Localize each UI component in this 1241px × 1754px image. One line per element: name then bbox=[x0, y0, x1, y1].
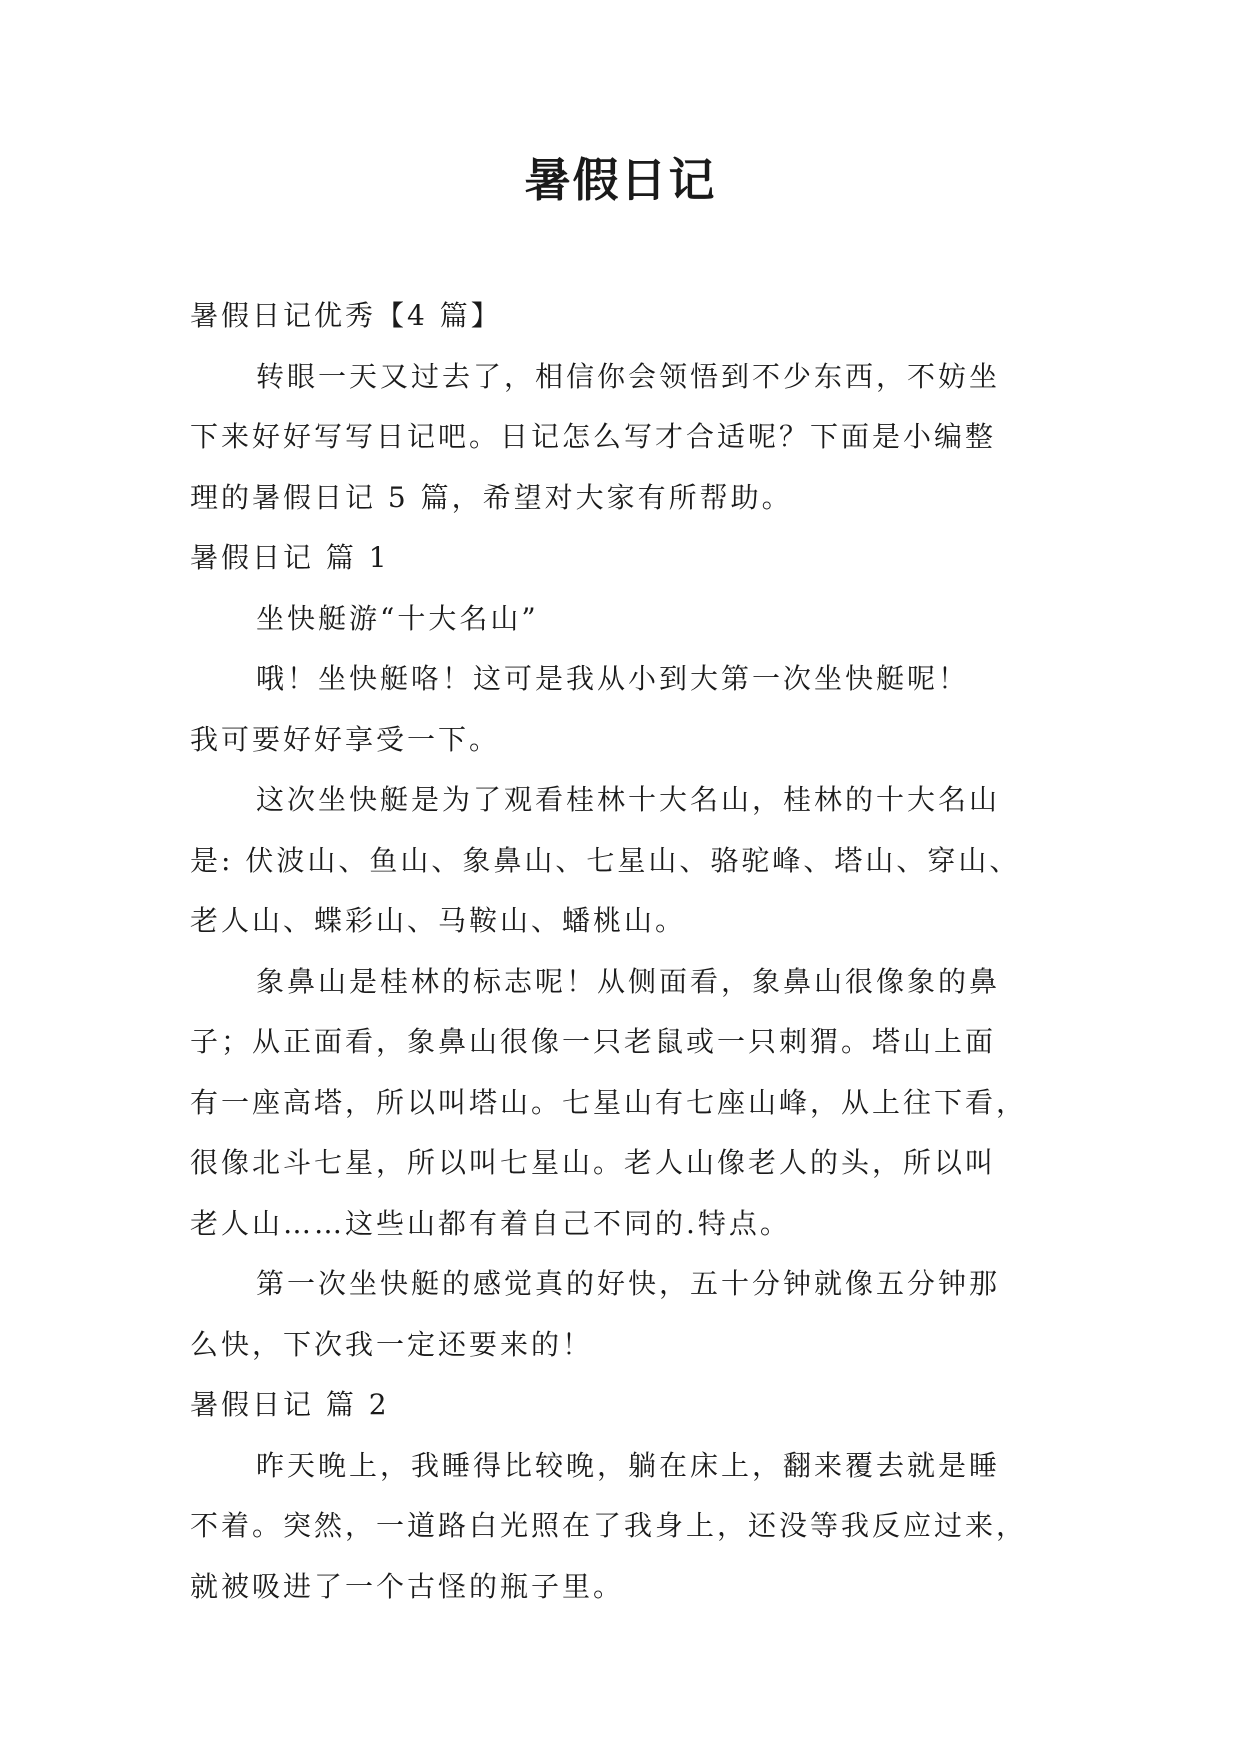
paragraph-line: 么快，下次我一定还要来的！ bbox=[190, 1327, 594, 1361]
section-heading: 暑假日记优秀【4 篇】 bbox=[190, 299, 502, 332]
paragraph-line: 我可要好好享受一下。 bbox=[190, 722, 501, 756]
paragraph-line: 第一次坐快艇的感觉真的好快，五十分钟就像五分钟那 bbox=[256, 1267, 1001, 1300]
paragraph-line: 转眼一天又过去了，相信你会领悟到不少东西，不妨坐 bbox=[256, 359, 1001, 393]
paragraph-line: 昨天晚上，我睡得比较晚，躺在床上，翻来覆去就是睡 bbox=[256, 1448, 1001, 1482]
section-heading: 暑假日记 篇 1 bbox=[190, 541, 390, 574]
paragraph-line: 这次坐快艇是为了观看桂林十大名山，桂林的十大名山 bbox=[256, 783, 1001, 816]
document-title: 暑假日记 bbox=[524, 153, 717, 207]
paragraph-line: 哦！坐快艇咯！这可是我从小到大第一次坐快艇呢！ bbox=[256, 662, 970, 695]
paragraph-line: 理的暑假日记 5 篇，希望对大家有所帮助。 bbox=[190, 480, 793, 514]
paragraph-line: 老人山……这些山都有着自己不同的.特点。 bbox=[190, 1206, 791, 1240]
paragraph-line: 老人山、蝶彩山、马鞍山、蟠桃山。 bbox=[190, 904, 687, 937]
paragraph-line: 是: 伏波山、鱼山、象鼻山、七星山、骆驼峰、塔山、穿山、 bbox=[190, 843, 1021, 877]
paragraph-line: 不着。突然，一道路白光照在了我身上，还没等我反应过来， bbox=[190, 1509, 1028, 1542]
section-heading: 暑假日记 篇 2 bbox=[190, 1388, 390, 1421]
paragraph-line: 下来好好写写日记吧。日记怎么写才合适呢？下面是小编整 bbox=[190, 420, 997, 453]
paragraph-line: 子；从正面看，象鼻山很像一只老鼠或一只刺猬。塔山上面 bbox=[190, 1025, 997, 1058]
paragraph-line: 有一座高塔，所以叫塔山。七星山有七座山峰，从上往下看， bbox=[190, 1085, 1028, 1119]
paragraph-line: 就被吸进了一个古怪的瓶子里。 bbox=[190, 1569, 625, 1603]
paragraph-line: 象鼻山是桂林的标志呢！从侧面看，象鼻山很像象的鼻 bbox=[256, 964, 1001, 998]
paragraph-line: 很像北斗七星，所以叫七星山。老人山像老人的头，所以叫 bbox=[190, 1146, 997, 1179]
entry-title: 坐快艇游“十大名山” bbox=[256, 601, 539, 635]
document-body bbox=[190, 286, 1050, 1617]
